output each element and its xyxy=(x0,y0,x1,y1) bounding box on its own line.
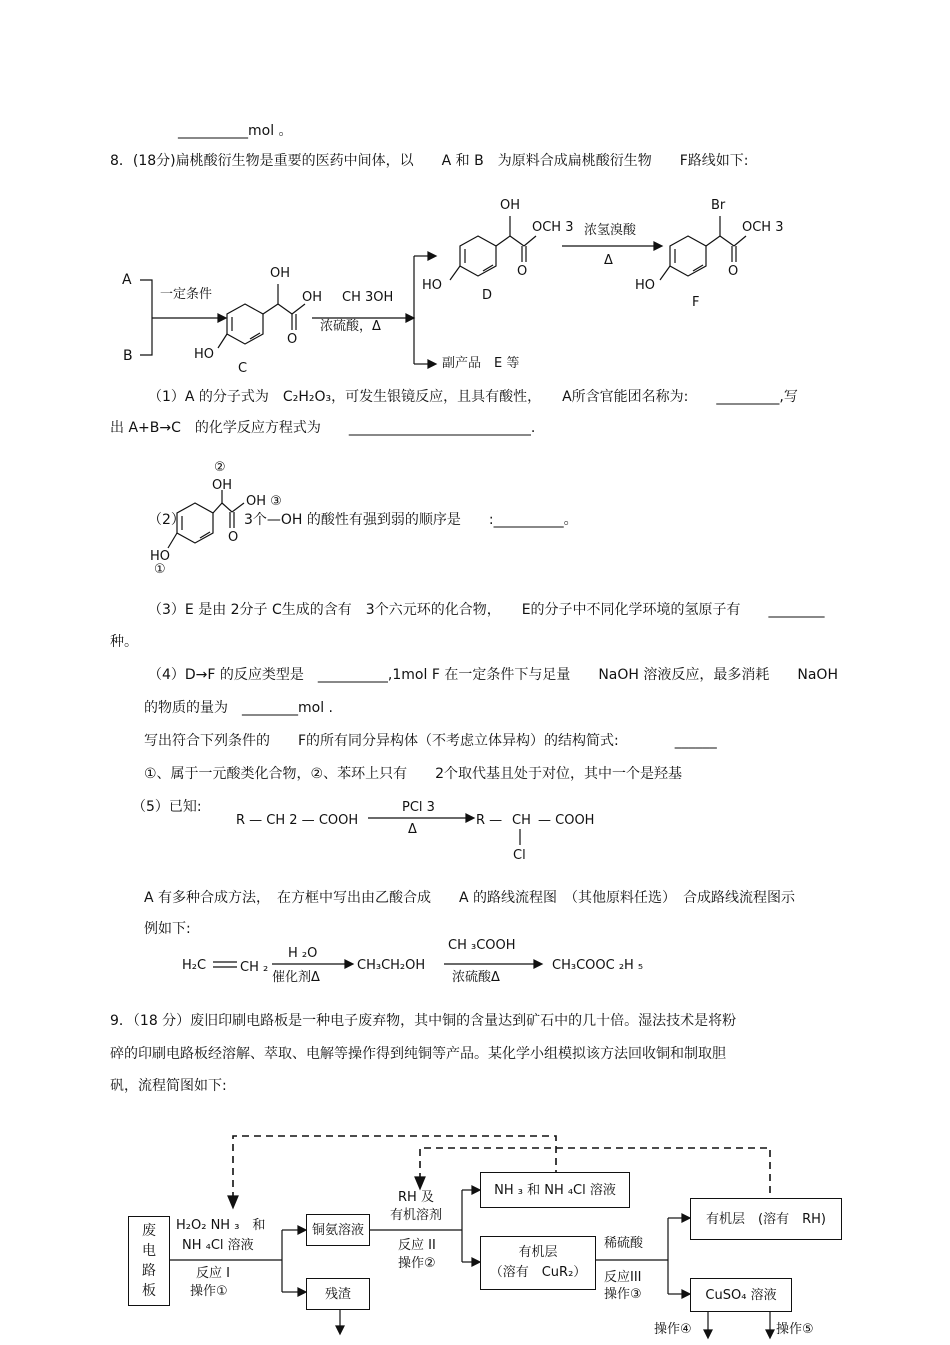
reagent-2-line2: 有机溶剂 xyxy=(390,1208,443,1223)
d-och3: OCH 3 xyxy=(532,220,574,235)
q8-part1-line1: （1）A 的分子式为 C₂H₂O₃，可发生银镜反应，且具有酸性， A所含官能团名称为: _________,写 xyxy=(148,389,798,405)
operation-5-label: 操作⑤ xyxy=(776,1322,814,1337)
known-reaction-left: R — CH 2 — COOH xyxy=(236,813,359,828)
condition-3a: 浓氢溴酸 xyxy=(584,223,637,238)
q8-part2-text: 3个—OH 的酸性有强到弱的顺序是 :__________。 xyxy=(244,512,578,528)
q9-line3: 矾，流程简图如下: xyxy=(110,1078,227,1094)
operation-3-label: 操作③ xyxy=(604,1287,642,1302)
condition-2a: CH 3OH xyxy=(342,290,394,305)
hydroxyl-mark-2: ② xyxy=(214,460,226,475)
q8-part5-line2: A 有多种合成方法， 在方框中写出由乙酸合成 A 的路线流程图 （其他原料任选） 合成路线流程图示 xyxy=(144,890,796,906)
known-reaction-condition: Δ xyxy=(408,822,417,837)
reagent-2-line1: RH 及 xyxy=(398,1190,434,1205)
reactant-a-label: A xyxy=(122,272,132,288)
reaction-2-label: 反应 II xyxy=(398,1238,436,1253)
example-h2c: H₂C xyxy=(182,958,207,973)
q8-part4-line1: （4）D→F 的反应类型是 __________,1mol F 在一定条件下与足量 NaOH 溶液反应，最多消耗 NaOH xyxy=(148,667,838,683)
f-ho: HO xyxy=(635,278,656,293)
source-char: 路 xyxy=(142,1263,156,1279)
q8-part4-line2: 的物质的量为 ________mol . xyxy=(144,700,333,716)
condition-3b: Δ xyxy=(604,253,613,268)
q9-line1: 9．（18 分）废旧印刷电路板是一种电子废弃物，其中铜的含量达到矿石中的几十倍。湿法技术是将粉 xyxy=(110,1013,737,1029)
example-ester: CH₃COOC ₂H ₅ xyxy=(552,958,644,973)
q8-part1-line2: 出 A+B→C 的化学反应方程式为 __________________________. xyxy=(110,420,536,436)
q8-part4-line3: 写出符合下列条件的 F的所有同分异构体（不考虑立体异构）的结构简式: ______ xyxy=(144,733,717,749)
example-condition-1: 催化剂Δ xyxy=(272,970,320,985)
example-reagent-2: CH ₃COOH xyxy=(448,938,516,953)
box-residue xyxy=(306,1278,370,1310)
p2-carbonyl-o: O xyxy=(228,530,239,545)
source-char: 电 xyxy=(142,1243,156,1259)
reagent-1-line2: NH ₄Cl 溶液 xyxy=(182,1238,254,1253)
compound-c-label: C xyxy=(238,361,248,376)
box-organic-layer-rh xyxy=(690,1198,842,1240)
p2-ho: HO xyxy=(150,549,171,564)
q8-part2-prefix: （2） xyxy=(148,512,185,528)
example-condition-2: 浓硫酸Δ xyxy=(452,970,500,985)
box-cuso4-solution xyxy=(690,1278,792,1312)
reaction-3-label: 反应III xyxy=(604,1270,642,1285)
c-oh-acid: OH xyxy=(302,290,323,305)
hydroxyl-mark-1: ① xyxy=(154,562,166,577)
source-char: 板 xyxy=(142,1283,156,1299)
example-reagent-1: H ₂O xyxy=(288,946,318,961)
known-reaction-right-cooh: — COOH xyxy=(538,813,595,828)
cuso4-label: CuSO₄ 溶液 xyxy=(705,1288,777,1303)
byproduct-e: 副产品 E 等 xyxy=(442,356,520,371)
box-nh3-nh4cl-solution xyxy=(480,1172,630,1208)
p2-oh-acid: OH ③ xyxy=(246,494,282,509)
f-br: Br xyxy=(711,198,726,213)
c-oh-top: OH xyxy=(270,266,291,281)
example-ch2: CH ₂ xyxy=(240,960,269,975)
c-carbonyl-o: O xyxy=(287,332,298,347)
known-reaction-right-ch: CH xyxy=(512,813,531,828)
previous-answer-blank: __________mol 。 xyxy=(178,123,293,139)
box-copper-ammonia-solution xyxy=(306,1214,370,1246)
dilute-sulfuric-acid-label: 稀硫酸 xyxy=(604,1236,644,1251)
c-ho: HO xyxy=(194,347,215,362)
q8-part5-line3: 例如下: xyxy=(144,921,191,937)
q8-intro: 8．(18分)扁桃酸衍生物是重要的医药中间体，以 A 和 B 为原料合成扁桃酸衍生物 F路线如下: xyxy=(110,153,749,169)
compound-f-label: F xyxy=(692,295,700,310)
reagent-1-line1: H₂O₂ NH ₃ 和 xyxy=(176,1218,266,1233)
residue-label: 残渣 xyxy=(324,1287,351,1302)
known-reaction-reagent: PCl 3 xyxy=(402,800,435,815)
q8-part5-label: （5）已知: xyxy=(132,799,202,815)
d-oh: OH xyxy=(500,198,521,213)
d-ho: HO xyxy=(422,278,443,293)
f-och3: OCH 3 xyxy=(742,220,784,235)
reaction-1-label: 反应 I xyxy=(196,1266,230,1281)
q9-line2: 碎的印刷电路板经溶解、萃取、电解等操作得到纯铜等产品。某化学小组模拟该方法回收铜和制取胆 xyxy=(110,1046,726,1062)
source-box-waste-circuit-board xyxy=(128,1216,170,1306)
organic-layer-label: 有机层 xyxy=(518,1245,558,1260)
reactant-b-label: B xyxy=(123,348,133,364)
box-organic-layer-cur2 xyxy=(480,1236,596,1290)
operation-1-label: 操作① xyxy=(190,1284,228,1299)
q8-part3-line2: 种。 xyxy=(110,634,138,650)
compound-d-label: D xyxy=(482,288,493,303)
f-carbonyl-o: O xyxy=(728,264,739,279)
organic-rh-label: 有机层 (溶有 RH) xyxy=(706,1212,826,1227)
organic-layer-solute: （溶有 CuR₂） xyxy=(489,1265,587,1280)
p2-oh-top: OH xyxy=(212,478,233,493)
nh3-solution-label: NH ₃ 和 NH ₄Cl 溶液 xyxy=(494,1183,616,1198)
condition-1: 一定条件 xyxy=(160,287,213,302)
q8-part3-line1: （3）E 是由 2分子 C生成的含有 3个六元环的化合物， E的分子中不同化学环境的氢原子有 ________ xyxy=(148,602,825,618)
condition-2b: 浓硫酸，Δ xyxy=(320,319,381,334)
known-reaction-right-r: R — xyxy=(476,813,503,828)
known-reaction-right-cl: Cl xyxy=(513,848,526,863)
q8-part4-line4: ①、属于一元酸类化合物，②、苯环上只有 2个取代基且处于对位，其中一个是羟基 xyxy=(144,766,683,782)
copper-ammonia-label: 铜氨溶液 xyxy=(311,1223,364,1238)
operation-2-label: 操作② xyxy=(398,1256,436,1271)
source-char: 废 xyxy=(142,1223,156,1239)
example-ethanol: CH₃CH₂OH xyxy=(357,958,426,973)
d-carbonyl-o: O xyxy=(517,264,528,279)
operation-4-label: 操作④ xyxy=(654,1322,692,1337)
